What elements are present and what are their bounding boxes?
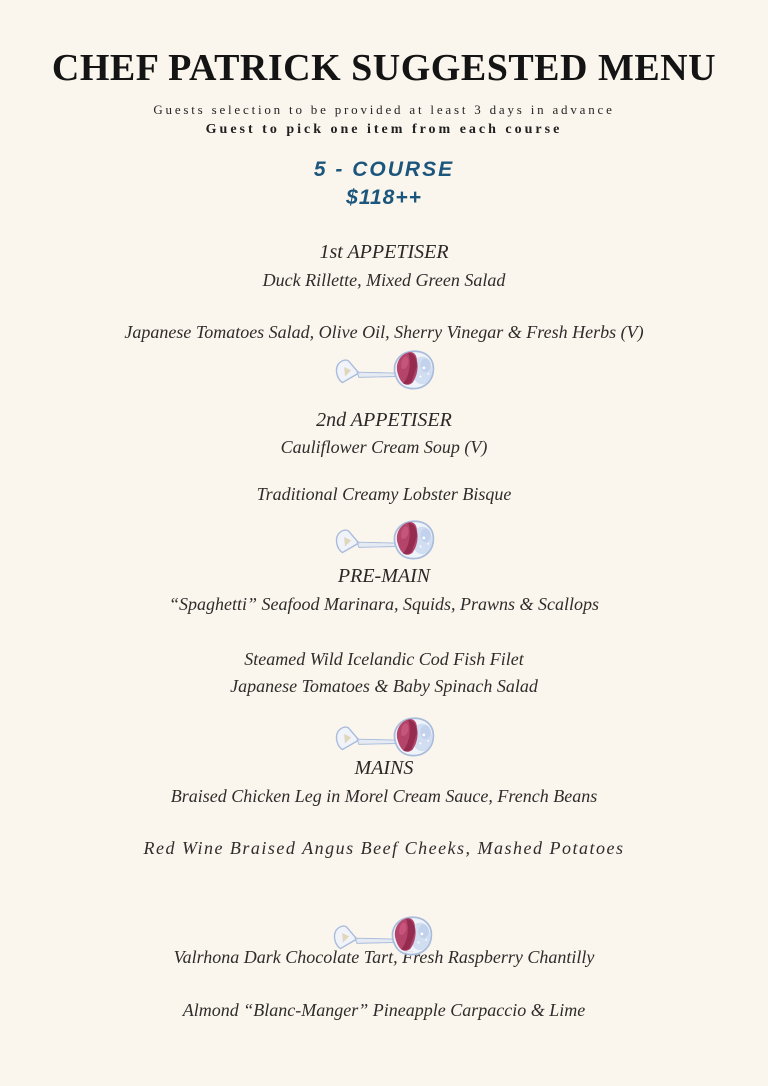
menu-item: Cauliflower Cream Soup (V) — [280, 437, 488, 457]
menu-item: Almond “Blanc-Manger” Pineapple Carpaccio & Lime — [182, 1000, 586, 1020]
wine-glass-icon — [332, 349, 436, 391]
wine-glass-icon — [332, 716, 436, 758]
menu-item: Valrhona Dark Chocolate Tart, Fresh Raspberry Chantilly — [173, 947, 595, 967]
menu-item: Steamed Wild Icelandic Cod Fish Filet — [244, 649, 524, 669]
wine-glass-icon — [332, 519, 436, 561]
advance-notice-text: Guests selection to be provided at least 3 days in advance — [153, 102, 615, 117]
menu-item: Japanese Tomatoes & Baby Spinach Salad — [230, 676, 538, 696]
page-title: CHEF PATRICK SUGGESTED MENU — [51, 47, 717, 89]
menu-item: Duck Rillette, Mixed Green Salad — [262, 270, 506, 290]
section-heading-2nd-appetiser: 2nd APPETISER — [316, 409, 452, 431]
course-price-label: $118++ — [346, 186, 422, 209]
menu-item: Braised Chicken Leg in Morel Cream Sauce, French Beans — [170, 786, 598, 806]
course-count-label: 5 - COURSE — [313, 158, 455, 181]
menu-item: Traditional Creamy Lobster Bisque — [256, 484, 512, 504]
wine-glass-icon — [330, 915, 434, 957]
section-heading-1st-appetiser: 1st APPETISER — [319, 241, 449, 263]
section-heading-pre-main: PRE-MAIN — [337, 565, 431, 587]
pick-instruction-text: Guest to pick one item from each course — [205, 122, 563, 137]
menu-item: “Spaghetti” Seafood Marinara, Squids, Prawns & Scallops — [168, 594, 600, 614]
section-heading-mains: MAINS — [354, 757, 414, 779]
menu-item: Red Wine Braised Angus Beef Cheeks, Mashed Potatoes — [143, 838, 625, 858]
menu-item: Japanese Tomatoes Salad, Olive Oil, Sherry Vinegar & Fresh Herbs (V) — [124, 322, 644, 342]
